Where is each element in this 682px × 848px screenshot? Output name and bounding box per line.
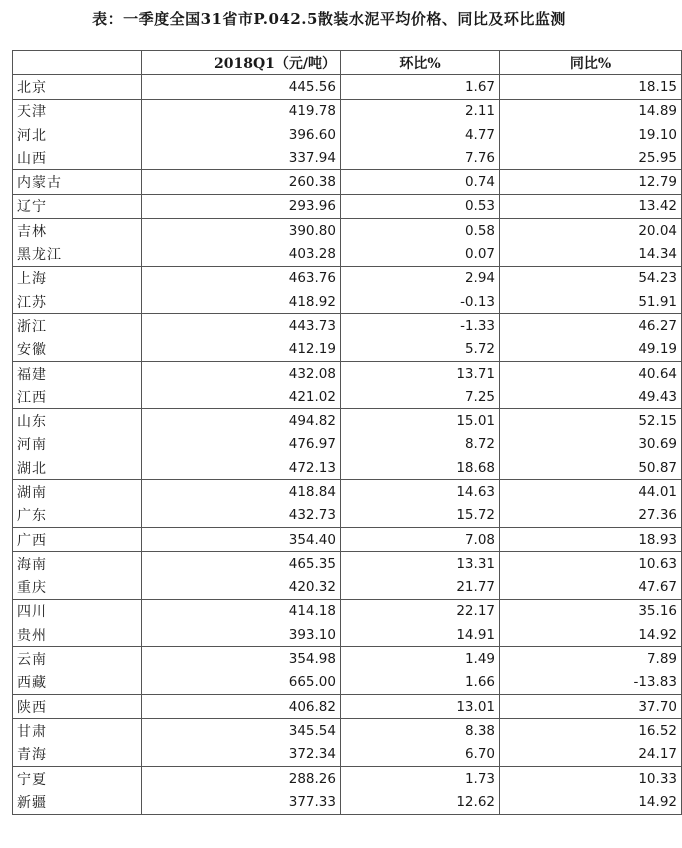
cell-yoy: 46.27 <box>500 314 682 338</box>
cell-price: 403.28 <box>142 242 341 266</box>
cell-yoy: 47.67 <box>500 576 682 600</box>
cell-price: 476.97 <box>142 433 341 456</box>
cell-yoy: 49.43 <box>500 385 682 409</box>
cell-mom: 13.01 <box>341 695 500 719</box>
cell-mom: 15.01 <box>341 409 500 433</box>
cell-mom: 2.11 <box>341 99 500 123</box>
cell-mom: 2.94 <box>341 266 500 290</box>
cell-yoy: 37.70 <box>500 695 682 719</box>
cell-price: 406.82 <box>142 695 341 719</box>
cell-price: 412.19 <box>142 338 341 362</box>
cell-yoy: 20.04 <box>500 219 682 243</box>
table-row <box>13 671 682 695</box>
cell-province: 湖北 <box>13 456 142 480</box>
cell-price: 288.26 <box>142 766 341 790</box>
cell-province: 湖南 <box>13 480 142 504</box>
cell-mom: 6.70 <box>341 743 500 767</box>
table-row <box>13 361 682 385</box>
table-title: 表：一季度全国31省市P.042.5散装水泥平均价格、同比及环比监测 <box>92 10 566 28</box>
cell-yoy: 19.10 <box>500 123 682 146</box>
table-row <box>13 219 682 243</box>
cell-yoy: 27.36 <box>500 504 682 528</box>
table-row <box>13 433 682 456</box>
cell-mom: 1.49 <box>341 647 500 671</box>
cell-province: 浙江 <box>13 314 142 338</box>
cell-price: 421.02 <box>142 385 341 409</box>
cell-province: 广西 <box>13 527 142 551</box>
table-row <box>13 385 682 409</box>
cell-yoy: 14.92 <box>500 790 682 814</box>
table-row <box>13 170 682 194</box>
cell-yoy: 10.63 <box>500 552 682 576</box>
cell-province: 天津 <box>13 99 142 123</box>
cell-province: 福建 <box>13 361 142 385</box>
cell-mom: 18.68 <box>341 456 500 480</box>
cell-province: 新疆 <box>13 790 142 814</box>
cell-price: 372.34 <box>142 743 341 767</box>
cell-mom: 0.53 <box>341 194 500 218</box>
cell-mom: -0.13 <box>341 290 500 314</box>
cell-mom: 21.77 <box>341 576 500 600</box>
cell-yoy: 7.89 <box>500 647 682 671</box>
cell-mom: 12.62 <box>341 790 500 814</box>
cell-mom: 8.72 <box>341 433 500 456</box>
table-row <box>13 123 682 146</box>
cell-province: 河南 <box>13 433 142 456</box>
cell-province: 海南 <box>13 552 142 576</box>
cell-mom: 7.08 <box>341 527 500 551</box>
cell-yoy: 30.69 <box>500 433 682 456</box>
cell-yoy: 12.79 <box>500 170 682 194</box>
cell-province: 辽宁 <box>13 194 142 218</box>
cell-price: 354.98 <box>142 647 341 671</box>
cell-mom: 0.07 <box>341 242 500 266</box>
cell-price: 420.32 <box>142 576 341 600</box>
cell-mom: 5.72 <box>341 338 500 362</box>
cell-yoy: 54.23 <box>500 266 682 290</box>
table-row <box>13 99 682 123</box>
cell-province: 陕西 <box>13 695 142 719</box>
cell-yoy: 35.16 <box>500 599 682 623</box>
cell-mom: 13.31 <box>341 552 500 576</box>
cell-yoy: 24.17 <box>500 743 682 767</box>
cell-yoy: 14.89 <box>500 99 682 123</box>
table-row <box>13 480 682 504</box>
header-mom: 环比% <box>341 51 500 75</box>
cell-yoy: 44.01 <box>500 480 682 504</box>
cell-yoy: 18.15 <box>500 75 682 99</box>
cell-price: 465.35 <box>142 552 341 576</box>
cell-yoy: 25.95 <box>500 146 682 170</box>
cell-province: 河北 <box>13 123 142 146</box>
header-yoy: 同比% <box>500 51 682 75</box>
price-table <box>12 50 682 815</box>
cell-price: 396.60 <box>142 123 341 146</box>
table-row <box>13 552 682 576</box>
cell-yoy: 13.42 <box>500 194 682 218</box>
cell-mom: 7.25 <box>341 385 500 409</box>
table-row <box>13 75 682 99</box>
cell-mom: 14.63 <box>341 480 500 504</box>
cell-mom: 8.38 <box>341 719 500 743</box>
cell-price: 494.82 <box>142 409 341 433</box>
table-row <box>13 409 682 433</box>
cell-province: 贵州 <box>13 623 142 647</box>
cell-mom: 22.17 <box>341 599 500 623</box>
table-row <box>13 599 682 623</box>
cell-price: 260.38 <box>142 170 341 194</box>
cell-price: 443.73 <box>142 314 341 338</box>
cell-province: 山东 <box>13 409 142 433</box>
cell-price: 377.33 <box>142 790 341 814</box>
table-row <box>13 504 682 528</box>
cell-yoy: 40.64 <box>500 361 682 385</box>
cell-province: 甘肃 <box>13 719 142 743</box>
table-row <box>13 623 682 647</box>
cell-price: 354.40 <box>142 527 341 551</box>
cell-mom: 4.77 <box>341 123 500 146</box>
cell-price: 337.94 <box>142 146 341 170</box>
table-header-row <box>13 51 682 75</box>
cell-price: 665.00 <box>142 671 341 695</box>
cell-price: 432.08 <box>142 361 341 385</box>
cell-province: 北京 <box>13 75 142 99</box>
table-row <box>13 242 682 266</box>
cell-province: 黑龙江 <box>13 242 142 266</box>
cell-yoy: 49.19 <box>500 338 682 362</box>
cell-price: 393.10 <box>142 623 341 647</box>
table-row <box>13 576 682 600</box>
cell-province: 西藏 <box>13 671 142 695</box>
table-row <box>13 194 682 218</box>
cell-province: 广东 <box>13 504 142 528</box>
cell-mom: 0.74 <box>341 170 500 194</box>
cell-price: 419.78 <box>142 99 341 123</box>
table-row <box>13 314 682 338</box>
header-province <box>13 51 142 75</box>
cell-mom: 13.71 <box>341 361 500 385</box>
table-row <box>13 695 682 719</box>
cell-mom: 1.66 <box>341 671 500 695</box>
cell-price: 414.18 <box>142 599 341 623</box>
table-row <box>13 146 682 170</box>
cell-yoy: 14.92 <box>500 623 682 647</box>
table-row <box>13 719 682 743</box>
cell-yoy: 50.87 <box>500 456 682 480</box>
cell-price: 463.76 <box>142 266 341 290</box>
cell-province: 江西 <box>13 385 142 409</box>
table-row <box>13 266 682 290</box>
cell-yoy: 14.34 <box>500 242 682 266</box>
table-row <box>13 338 682 362</box>
cell-province: 安徽 <box>13 338 142 362</box>
cell-yoy: 18.93 <box>500 527 682 551</box>
cell-province: 江苏 <box>13 290 142 314</box>
cell-province: 上海 <box>13 266 142 290</box>
cell-mom: 7.76 <box>341 146 500 170</box>
cell-province: 云南 <box>13 647 142 671</box>
cell-yoy: 51.91 <box>500 290 682 314</box>
table-row <box>13 456 682 480</box>
cell-yoy: 10.33 <box>500 766 682 790</box>
cell-mom: -1.33 <box>341 314 500 338</box>
table-row <box>13 766 682 790</box>
table-row <box>13 290 682 314</box>
cell-price: 293.96 <box>142 194 341 218</box>
cell-price: 418.84 <box>142 480 341 504</box>
table-body <box>13 75 682 814</box>
table-row <box>13 527 682 551</box>
cell-province: 四川 <box>13 599 142 623</box>
cell-yoy: 52.15 <box>500 409 682 433</box>
cell-mom: 1.73 <box>341 766 500 790</box>
cell-yoy: -13.83 <box>500 671 682 695</box>
cell-mom: 0.58 <box>341 219 500 243</box>
cell-price: 390.80 <box>142 219 341 243</box>
cell-province: 重庆 <box>13 576 142 600</box>
table-row <box>13 790 682 814</box>
header-price: 2018Q1（元/吨） <box>142 51 341 75</box>
cell-price: 418.92 <box>142 290 341 314</box>
cell-price: 445.56 <box>142 75 341 99</box>
cell-province: 宁夏 <box>13 766 142 790</box>
cell-yoy: 16.52 <box>500 719 682 743</box>
cell-mom: 1.67 <box>341 75 500 99</box>
table-row <box>13 647 682 671</box>
cell-mom: 15.72 <box>341 504 500 528</box>
cell-price: 345.54 <box>142 719 341 743</box>
cell-province: 吉林 <box>13 219 142 243</box>
table-row <box>13 743 682 767</box>
cell-mom: 14.91 <box>341 623 500 647</box>
cell-province: 山西 <box>13 146 142 170</box>
cell-province: 青海 <box>13 743 142 767</box>
cell-province: 内蒙古 <box>13 170 142 194</box>
cell-price: 432.73 <box>142 504 341 528</box>
cell-price: 472.13 <box>142 456 341 480</box>
